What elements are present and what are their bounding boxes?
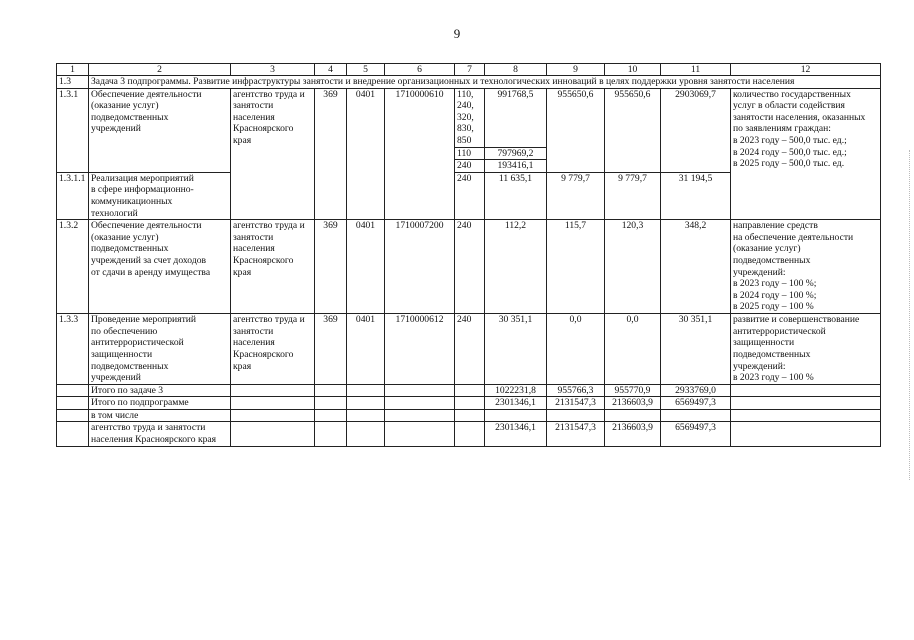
total-subprogram-row [57,397,881,410]
total-2024: 2131547,3 [547,422,605,446]
row-rzpr: 0401 [347,88,385,220]
row-2023: 991768,5 [485,88,547,147]
header-cell: 3 [231,64,315,76]
total-sum: 6569497,3 [661,397,731,410]
row-grbs: 369 [315,314,347,385]
header-cell: 2 [89,64,231,76]
including-label: в том числе [89,409,231,422]
row-vr: 240 [455,220,485,314]
row-csr: 1710007200 [385,220,455,314]
total-2023: 2301346,1 [485,397,547,410]
header-row [57,64,881,76]
agency-label: агентство труда и занятости населения Красноярского края [89,422,231,446]
row-2024: 9 779,7 [547,172,605,219]
row-2025: 120,3 [605,220,661,314]
row-2025: 955650,6 [605,88,661,172]
total-sum: 2933769,0 [661,384,731,397]
table-row [57,88,881,147]
header-cell: 9 [547,64,605,76]
header-cell: 6 [385,64,455,76]
task-row [57,76,881,89]
row-vr: 240 [455,172,485,219]
row-total: 348,2 [661,220,731,314]
header-cell: 12 [731,64,881,76]
header-cell: 10 [605,64,661,76]
row-number: 1.3.2 [57,220,89,314]
total-label: Итого по задаче 3 [89,384,231,397]
row-result: развитие и совершенствование антитеррористической защищенности подведомственных учреждений: в 2023 году – 100 % [731,314,881,385]
row-csr: 1710000610 [385,88,455,220]
row-2024: 955650,6 [547,88,605,172]
row-2025: 0,0 [605,314,661,385]
row-name: Обеспечение деятельности (оказание услуг) подведомственных учреждений [89,88,231,172]
table-row [57,314,881,385]
total-2025: 2136603,9 [605,422,661,446]
task-title: Задача 3 подпрограммы. Развитие инфраструктуры занятости и внедрение организационных и технологических инноваций в целях поддержки уровня занятости населения [89,76,881,89]
header-cell: 11 [661,64,731,76]
agency-total-row [57,422,881,446]
row-agency: агентство труда и занятости населения Красноярского края [231,88,315,220]
header-cell: 4 [315,64,347,76]
row-total: 2903069,7 [661,88,731,172]
row-agency: агентство труда и занятости населения Красноярского края [231,314,315,385]
including-row [57,409,881,422]
total-2025: 2136603,9 [605,397,661,410]
header-cell: 8 [485,64,547,76]
row-rzpr: 0401 [347,314,385,385]
row-agency: агентство труда и занятости населения Красноярского края [231,220,315,314]
total-2025: 955770,9 [605,384,661,397]
row-grbs: 369 [315,88,347,220]
row-csr: 1710000612 [385,314,455,385]
document-sheet [56,63,880,447]
row-2023: 112,2 [485,220,547,314]
row-name: Реализация мероприятий в сфере информационно- коммуникационных технологий [89,172,231,219]
row-total: 30 351,1 [661,314,731,385]
header-cell: 1 [57,64,89,76]
total-2024: 955766,3 [547,384,605,397]
scan-edge [907,150,910,480]
program-table [56,63,881,447]
row-vr: 110 [455,147,485,160]
row-name: Обеспечение деятельности (оказание услуг) подведомственных учреждений за счет доходов от сдачи в аренду имущества [89,220,231,314]
page-number: 9 [453,26,461,41]
row-result: количество государственных услуг в области содействия занятости населения, оказанных по заявлениям граждан: в 2023 году – 500,0 тыс. ед.; в 2024 году – 500,0 тыс. ед.; в 2025 году – 500,0 тыс. ед. [731,88,881,220]
row-rzpr: 0401 [347,220,385,314]
row-name: Проведение мероприятий по обеспечению антитеррористической защищенности подведомственных учреждений [89,314,231,385]
total-2023: 1022231,8 [485,384,547,397]
total-2023: 2301346,1 [485,422,547,446]
total-2024: 2131547,3 [547,397,605,410]
total-sum: 6569497,3 [661,422,731,446]
table-row [57,220,881,314]
row-grbs: 369 [315,220,347,314]
header-cell: 7 [455,64,485,76]
row-vr: 240 [455,314,485,385]
total-label: Итого по подпрограмме [89,397,231,410]
row-number: 1.3.1 [57,88,89,172]
row-total: 31 194,5 [661,172,731,219]
row-2023: 193416,1 [485,160,547,173]
row-number: 1.3.1.1 [57,172,89,219]
row-number: 1.3.3 [57,314,89,385]
total-task-row [57,384,881,397]
row-2025: 9 779,7 [605,172,661,219]
row-2024: 115,7 [547,220,605,314]
row-2023: 30 351,1 [485,314,547,385]
row-2024: 0,0 [547,314,605,385]
row-vr: 240 [455,160,485,173]
header-cell: 5 [347,64,385,76]
row-2023: 11 635,1 [485,172,547,219]
row-vr: 110, 240, 320, 830, 850 [455,88,485,147]
task-number: 1.3 [57,76,89,89]
row-result: направление средств на обеспечение деятельности (оказание услуг) подведомственных учреждений: в 2023 году – 100 %; в 2024 году – 100 %; в 2025 году – 100 % [731,220,881,314]
row-2023: 797969,2 [485,147,547,160]
